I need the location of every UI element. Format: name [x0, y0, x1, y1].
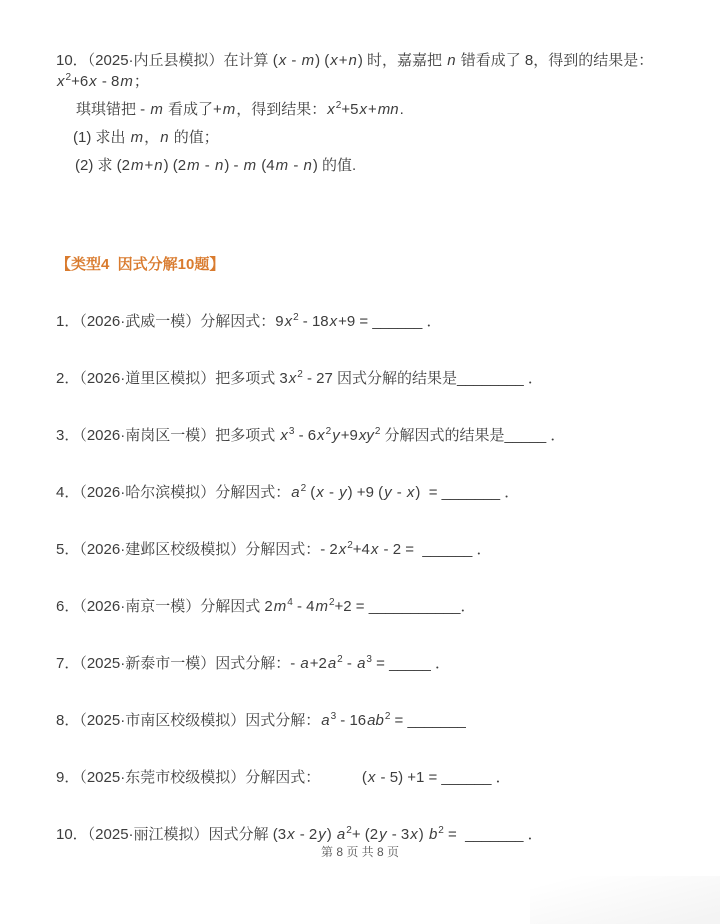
problem-item: 8．（2025·市南区校级模拟）因式分解：$a^3 - 16ab^2$ = _______ [56, 711, 466, 729]
problem-subpart-1: (1) 求出 m，n 的值； [73, 129, 219, 146]
problem-item: 9．（2025·东莞市校级模拟）分解因式： (x - 5) +1 = ______ ． [56, 769, 511, 786]
problem-line: 琪琪错把 - m 看成了+m，得到结果：$x^2+5x+mn$. [76, 100, 404, 118]
problem-item: 6．（2026·南京一模）分解因式 $2m^4 - 4m^2+2$ = ___________． [56, 597, 476, 615]
problem-item: 1．（2026·武威一模）分解因式：$9x^2 - 18x+9$ = ______ ． [56, 312, 442, 330]
problem-item: 3．（2026·南岗区一模）把多项式 $x^3 - 6x^2y+9xy^2$ 分解因式的结果是_____ ． [56, 426, 566, 444]
problem-item: 5．（2026·建邺区校级模拟）分解因式：- $2x^2+4x - 2$ = ______ ． [56, 540, 492, 558]
problem-subpart-2: (2) 求 (2m+n) (2m - n) - m (4m - n) 的值. [75, 157, 357, 174]
problem-item: 2．（2026·道里区模拟）把多项式 $3x^2 - 27$ 因式分解的结果是________ ． [56, 369, 543, 387]
section-header: 【类型4 因式分解10题】 [56, 256, 225, 273]
page-footer: 第 8 页 共 8 页 [320, 845, 400, 859]
problem-item: 7．（2025·新泰市一模）因式分解：- $a+2a^2 - a^3$ = _____ ． [56, 654, 450, 672]
problem-list [56, 311, 682, 845]
problem-block-10 [56, 50, 682, 176]
problem-item: 10．（2025·丽江模拟）因式分解 (3x - 2y) $a^2+ (2y - 3x) b^2$ = _______ ． [56, 825, 543, 843]
problem-item: 4．（2026·哈尔滨模拟）分解因式：$a^2$ (x - y) +9 (y - x) = _______ ． [56, 483, 520, 501]
problem-line: 10．（2025·内丘县模拟）在计算 (x - m) (x+n) 时，嘉嘉把 n 错看成了 8，得到的结果是：$x^2+6x - 8m$； [56, 52, 654, 90]
page-corner-shading [530, 876, 720, 924]
